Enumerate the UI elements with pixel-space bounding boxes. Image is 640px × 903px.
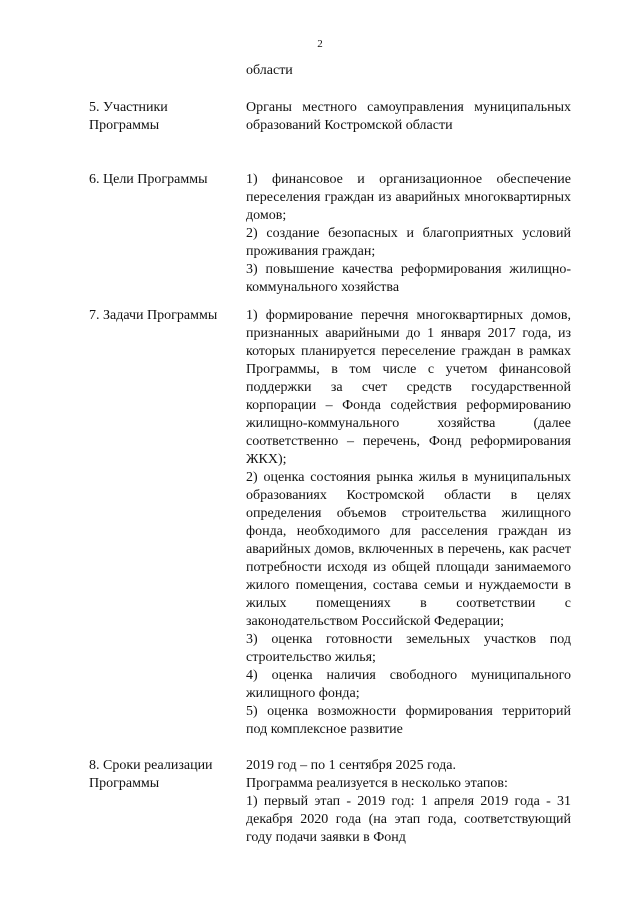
content-paragraph: 5) оценка возможности формирования территорий под комплексное развитие [246, 704, 571, 737]
row-label: 6. Цели Программы [89, 172, 208, 187]
content-paragraph: 3) повышение качества реформирования жилищно-коммунального хозяйства [246, 262, 571, 295]
row-label: 7. Задачи Программы [89, 308, 218, 323]
content-paragraph: 2019 год – по 1 сентября 2025 года. [246, 758, 456, 773]
row-content [246, 99, 571, 135]
content-paragraph: Органы местного самоуправления муниципальных образований Костромской области [246, 100, 571, 133]
content-paragraph: 2) оценка состояния рынка жилья в муниципальных образованиях Костромской области в целях определения объемов строительства жилищного фонда, необходимого для расселения граждан из аварийных домов, включенных в перечень, как расчет потребности исходя из общей площади занимаемого жилого помещения, состава семьи и нуждаемости в жилых помещениях в соответствии с законодательством Российской Федерации; [246, 470, 571, 629]
row-label: 5. Участники Программы [89, 100, 168, 133]
row-label: 8. Сроки реализации Программы [89, 758, 213, 791]
content-paragraph: 4) оценка наличия свободного муниципального жилищного фонда; [246, 668, 571, 701]
content-paragraph: 1) формирование перечня многоквартирных домов, признанных аварийными до 1 января 2017 года, из которых планируется переселение граждан в рамках Программы, в том числе с учетом финансовой поддержки за счет средств государственной корпорации – Фонда содействия реформированию жилищно-коммунального хозяйства (далее соответственно – перечень, Фонд реформирования ЖКХ); [246, 308, 571, 467]
content-paragraph: 2) создание безопасных и благоприятных условий проживания граждан; [246, 226, 571, 259]
row-content [246, 757, 571, 847]
page-number: 2 [317, 38, 323, 50]
content-paragraph: Программа реализуется в несколько этапов: [246, 776, 508, 791]
content-paragraph: 1) первый этап - 2019 год: 1 апреля 2019 года - 31 декабря 2020 года (на этап года, соответствующий году подачи заявки в Фонд [246, 794, 571, 845]
content-paragraph: 1) финансовое и организационное обеспечение переселения граждан из аварийных многоквартирных домов; [246, 172, 571, 223]
row-content [246, 171, 571, 297]
row-content [246, 307, 571, 739]
continuation-text: области [246, 63, 293, 78]
content-paragraph: 3) оценка готовности земельных участков под строительство жилья; [246, 632, 571, 665]
